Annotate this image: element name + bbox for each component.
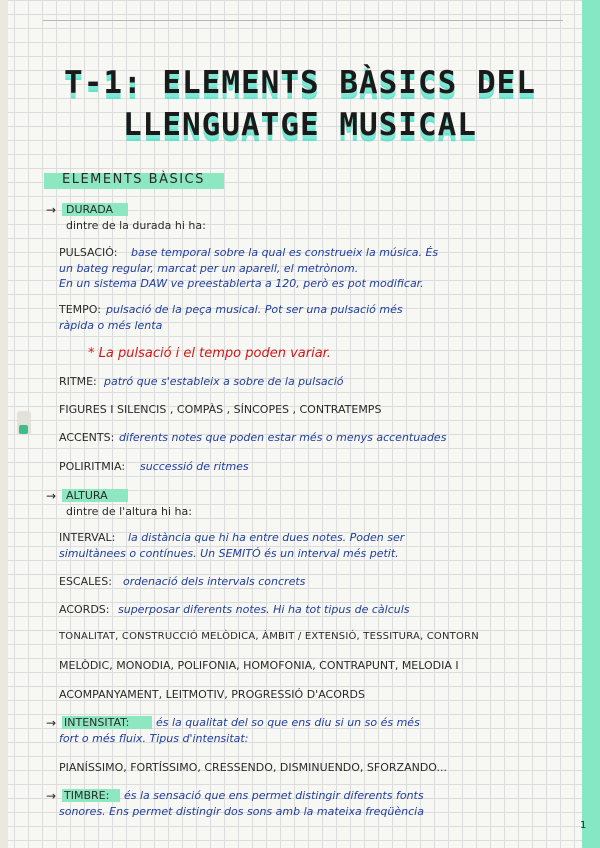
interval-text: simultànees o contínues. Un SEMITÓ és un interval més petit.	[59, 547, 399, 560]
ritme-text: patró que s'estableix a sobre de la pulsació	[104, 375, 344, 388]
timbre-text: és la sensació que ens permet distingir diferents fonts	[124, 789, 424, 802]
altura-list: ACOMPANYAMENT, LEITMOTIV, PROGRESSIÓ D'ACORDS	[59, 688, 365, 701]
binder-logo	[19, 425, 28, 434]
arrow-icon: →	[46, 489, 57, 503]
altura-list: TONALITAT, CONSTRUCCIÓ MELÒDICA, ÀMBIT / EXTENSIÓ, TESSITURA, CONTORN	[59, 631, 479, 642]
acords-term: ACORDS:	[59, 603, 110, 616]
section-header	[44, 173, 224, 189]
intensitat-list: PIANÍSSIMO, FORTÍSSIMO, CRESSENDO, DISMINUENDO, SFORZANDO...	[59, 761, 447, 774]
intensitat-text: fort o més fluix. Tipus d'intensitat:	[59, 732, 249, 745]
page-number: 1	[580, 820, 587, 831]
tempo-term: TEMPO:	[59, 303, 101, 316]
poliritmia-text: successió de ritmes	[140, 460, 249, 473]
pulsacio-text: un bateg regular, marcat per un aparell, el metrònom.	[59, 262, 359, 275]
accents-term: ACCENTS:	[59, 431, 115, 444]
timbre-text: sonores. Ens permet distingir dos sons amb la mateixa freqüència	[59, 805, 424, 818]
arrow-icon: →	[46, 716, 57, 730]
poliritmia-term: POLIRITMIA:	[59, 460, 126, 473]
page-title-line2: LLENGUATGE MUSICAL	[123, 107, 477, 143]
durada-intro: dintre de la durada hi ha:	[66, 219, 206, 232]
interval-text: la distància que hi ha entre dues notes. Poden ser	[128, 531, 405, 544]
tempo-text: pulsació de la peça musical. Pot ser una pulsació més	[106, 303, 403, 316]
page-title-line1: T-1: ELEMENTS BÀSICS DEL	[64, 65, 536, 101]
accents-text: diferents notes que poden estar més o menys accentuades	[119, 431, 447, 444]
acords-text: superposar diferents notes. Hi ha tot tipus de càlculs	[118, 603, 410, 616]
durada-heading: DURADA	[66, 203, 114, 216]
timbre-heading: TIMBRE:	[64, 789, 110, 802]
interval-term: INTERVAL:	[59, 531, 116, 544]
pulsacio-text: base temporal sobre la qual es construeix la música. És	[131, 246, 439, 259]
tempo-text: ràpida o més lenta	[59, 319, 163, 332]
intensitat-text: és la qualitat del so que ens diu si un so és més	[156, 716, 420, 729]
figures-list: FIGURES I SILENCIS , COMPÀS , SÍNCOPES , CONTRATEMPS	[59, 403, 382, 416]
altura-heading: ALTURA	[66, 489, 108, 502]
page-top-border	[43, 20, 563, 21]
arrow-icon: →	[46, 789, 57, 803]
intensitat-heading: INTENSITAT:	[64, 716, 130, 729]
pulsacio-term: PULSACIÓ:	[59, 246, 118, 259]
escales-term: ESCALES:	[59, 575, 112, 588]
ritme-term: RITME:	[59, 375, 97, 388]
section-header-label: ELEMENTS BÀSICS	[62, 172, 205, 187]
arrow-icon: →	[46, 203, 57, 217]
note-red: * La pulsació i el tempo poden variar.	[88, 346, 331, 361]
pulsacio-text: En un sistema DAW ve preestablerta a 120, però es pot modificar.	[59, 277, 424, 290]
escales-text: ordenació dels intervals concrets	[123, 575, 306, 588]
altura-list: MELÒDIC, MONODIA, POLIFONIA, HOMOFONIA, CONTRAPUNT, MELODIA I	[59, 659, 459, 672]
altura-intro: dintre de l'altura hi ha:	[66, 505, 192, 518]
